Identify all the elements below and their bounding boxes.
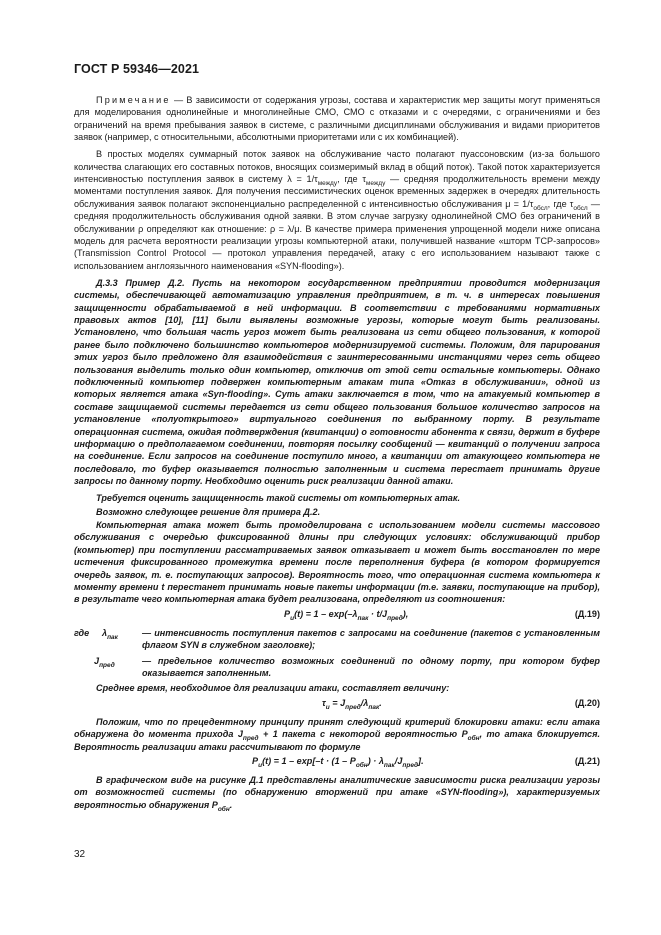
where-item-lambda: [74, 627, 600, 652]
formula-d19-expression: $P_u(t) = 1 - \exp(-\lambda_{пак} \cdot t/J_{пред})$,: [284, 608, 409, 622]
example-paragraph: Д.3.3 Пример Д.2. Пусть на некотором государственном предприятии проводится модернизация системы, обеспечивающей автоматизацию управления предприятием, в т. ч. в интересах повышения защищенности обрабатываемой в ней информации. В соответствии с требованиями нормативных правовых актов [10], [11] были выявлены возможные угрозы, которые могут быть реализованы. Установлено, что большая часть угроз может быть реализована из сети общего пользования, к которой ранее было подключено большинство компьютеров модернизируемой системы. Положим, для парирования этих угроз было предложено для взаимодействия с заинтересованными инстанциями через сеть общего пользования выделить только один компьютер, отключив от этой сети остальные компьютеры. Однако подключенный компьютер подвержен компьютерным атакам типа «Отказ в обслуживании», одной из которых является атака «Syn-flooding». Суть атаки заключается в том, что на атакуемый компьютер в составе защищаемой системы передается из сети общего пользования большое количество запросов на установление «полуоткрытого» виртуального соединения по выбранному порту. В результате операционная система, ожидая подтверждения (квитанции) о готовности абонента к связи, держит в буфере информацию о предполагаемом соединении, повторяя посылку сообщений — квитанций о получении запроса на соединение. Если запросов на соединение поступило много, а квитанции от атакующего компьютера не последовало, то буфер оказывается полностью заполненным и система перестает принимать другие запросы по данному порту. Необходимо оценить риск реализации данной атаки.: [74, 277, 600, 487]
document-header: ГОСТ Р 59346—2021: [74, 62, 200, 76]
where-word: где: [74, 627, 90, 638]
model-paragraph: Компьютерная атака может быть промоделирована с использованием модели системы массового обслуживания с очередью фиксированной длины при следующих условиях: обслуживающий прибор (компьютер) при поступлении рассматриваемых заявок отказывает и может быть восстановлен по мере истечения фиксированного промежутка времени после переполнения буфера (в котором формируется очередь заявок, т. е. поступающих запросов). Вероятность того, что операционная система компьютера к моменту времени t перестанет принимать новые пакеты информации (т.е. заявки, поступающие на прибор), в результате чего компьютерная атака будет реализована, определяют из соотношения:: [74, 519, 600, 605]
document-body: [74, 94, 600, 816]
formula-d19: [74, 608, 600, 624]
closing-paragraph: В графическом виде на рисунке Д.1 представлены аналитические зависимости риска реализации угрозы от возможностей системы (по обнаружению вторжений при атаке «SYN-flooding»), характеризуемых вероятностью обнаружения $P_{обн}$.: [74, 775, 600, 813]
formula-d20: [74, 697, 600, 713]
page-number: 32: [74, 849, 86, 860]
formula-d21: [74, 755, 600, 771]
definition-j-pred: — предельное количество возможных соединений по одному порту, при котором буфер оказывается заполненным.: [142, 655, 600, 678]
definition-lambda-pak: — интенсивность поступления пакетов с запросами на соединение (пакетов с установленным флагом SYN в служебном заголовке);: [142, 627, 600, 651]
formula-d20-number: (Д.20): [574, 697, 600, 708]
solution-paragraph: Возможно следующее решение для примера Д.2.: [96, 506, 321, 517]
where-item-j: [74, 655, 600, 680]
note-text: — В зависимости от содержания угрозы, состава и характеристик мер защиты могут применяться для моделирования однолинейные и многолинейные СМО, СМО с отказами и с очередями, с ограничениями и без ограничений на время пребывания заявок в системе, с различными дисциплинами обслуживания и видами приоритетов заявок (например, с относительными, абсолютными приоритетами или с их комбинацией).: [74, 95, 600, 143]
poisson-paragraph: В простых моделях суммарный поток заявок на обслуживание часто полагают пуассоновским (из-за большого количества слагающих его составных потоков, вносящих соизмеримый вклад в общий поток). Такой поток характеризуется интенсивностью поступления заявок в систему $\lambda = 1/\tau_{между}$, где $\tau_{между}$ — средняя продолжительность времени между моментами поступления заявок. Для получения пессимистических оценок временных задержек в очередях длительность обслуживания заявок полагают экспоненциально распределенной с интенсивностью обслуживания $\mu = 1/\tau_{обсл}$, где $\tau_{обсл}$ — средняя продолжительность обслуживания одной заявки. В этом случае загрузку однолинейной СМО без ограничений в обслуживании ρ определяют как отношение: ρ = λ/μ. В качестве примера применения упрощенной модели ниже описана модель для расчета вероятности реализации угрозы компьютерной атаки, получившей название «шторм TCP-запросов» (Transmission Control Protocol — протокол управления передачей, атаку с его использованием называют также с использованием англоязычного наименования «SYN-flooding»).: [74, 149, 600, 271]
formula-d21-number: (Д.21): [574, 756, 600, 766]
formula-d21-expression: $P_u(t) = 1 - \exp[-t \cdot (1 - P_{обн}) \cdot \lambda_{пак}/J_{пред}]$.: [252, 756, 424, 769]
criterion-paragraph: Положим, что по прецедентному принципу принят следующий критерий блокировки атаки: если атака обнаружена до момента прихода $J_{пред} + 1$ пакета с некоторой вероятностью $P_{обн}$, то атака блокируется. Вероятность реализации атаки рассчитывают по формуле: [74, 716, 600, 752]
mean-time-paragraph: Среднее время, необходимое для реализации атаки, составляет величину:: [96, 683, 450, 694]
symbol-j-pred: $J_{пред}$: [94, 655, 115, 669]
required-paragraph: Требуется оценить защищенность такой системы от компьютерных атак.: [96, 493, 460, 504]
formula-d19-number: (Д.19): [574, 608, 600, 619]
note-paragraph: [74, 94, 600, 144]
symbol-lambda-pak: $\lambda_{пак}$: [102, 627, 118, 641]
formula-d20-expression: $\tau_u = J_{пред}/\lambda_{пак}$.: [322, 697, 382, 711]
note-label: Примечание: [96, 95, 171, 105]
